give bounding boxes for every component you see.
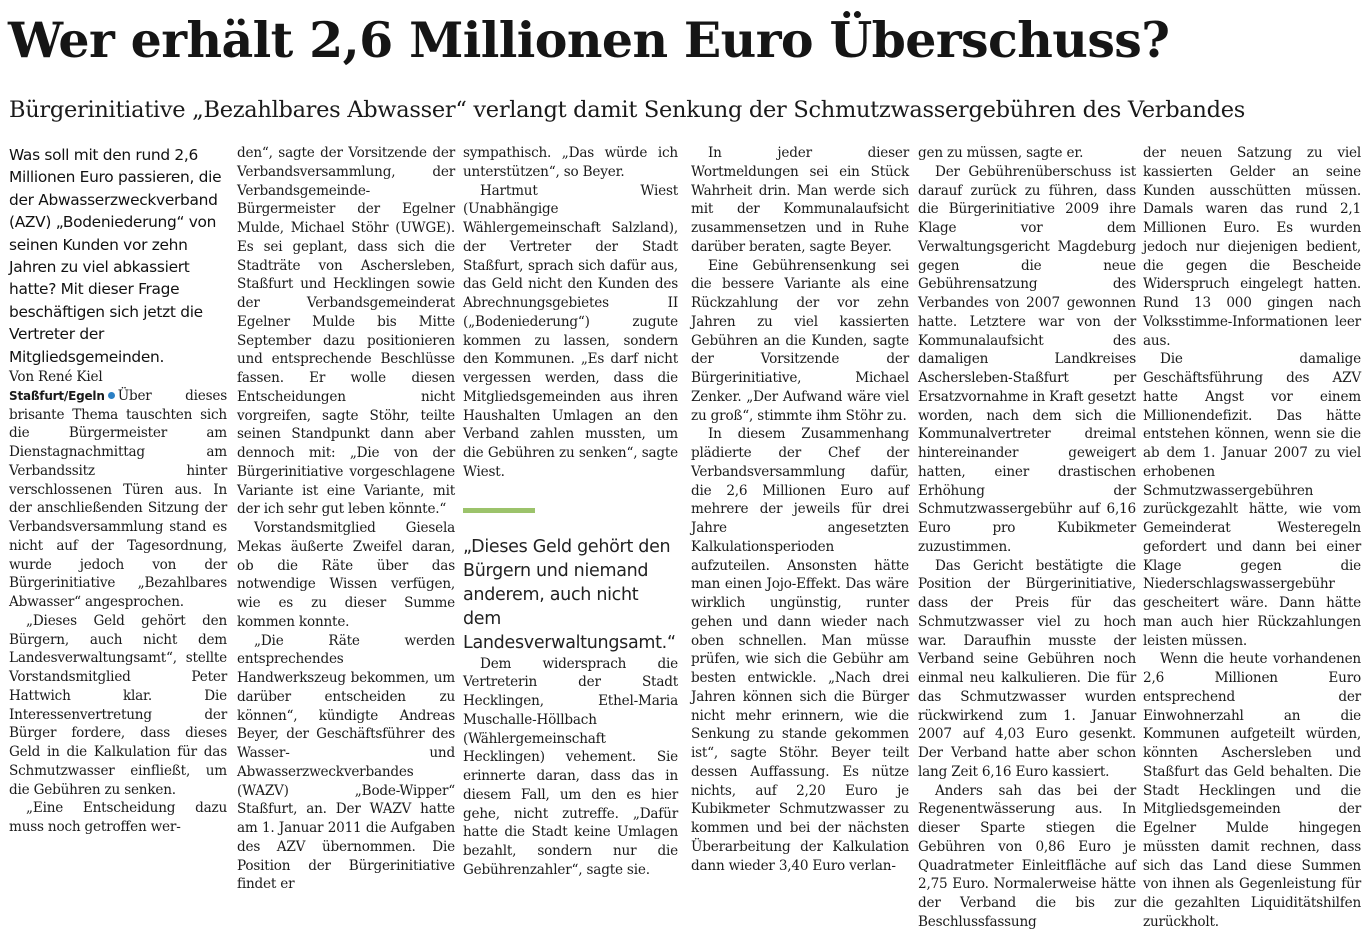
article-paragraph: Das Gericht bestätigte die Position der Bürgerinitiative, dass der Preis für das Schmutzwasser viel zu hoch war. Daraufhin musste der Verband seine Gebühren noch einmal neu kalkulieren. Die für das Schmutzwasser wurden rückwirkend zum 1. Januar 2007 auf 4,03 Euro gesenkt. Der Verband hatte aber schon lang Zeit 6,16 Euro kassiert. [918,557,1136,780]
quote-divider [463,508,535,513]
article-paragraph: der neuen Satzung zu viel kassierten Gelder an seine Kunden ausschütten müssen. Damals waren das rund 2,1 Millionen Euro. Es wurden jedoch nur diejenigen bedient, die gegen die Bescheide Widerspruch eingelegt hatten. Rund 13 000 gingen nach Volksstimme-Informationen leer aus. [1143,145,1361,349]
lead-paragraph: Was soll mit den rund 2,6 Millionen Euro passieren, die der Abwasserzweckverband (AZV) „Bodeniederung“ von seinen Kunden vor zehn Jahren zu viel abkassiert hatte? Mit dieser Frage beschäftigen sich jetzt die Vertreter der Mitgliedsgemeinden. [9,146,222,366]
bullet-dot-icon [108,392,115,399]
subheadline: Bürgerinitiative „Bezahlbares Abwasser“ verlangt damit Senkung der Schmutzwassergebühren des Verbandes [9,97,1245,123]
article-paragraph: „Dieses Geld gehört den Bürgern, auch nicht dem Landesverwaltungsamt“, stellte Vorstandsmitglied Peter Hattwich klar. Die Interessenvertretung der Bürger fordere, dass dieses Geld in die Kalkulation für das Schmutzwasser einfließt, um die Gebühren zu senken. [9,612,227,798]
dateline: Staßfurt/Egeln [9,388,105,403]
article-paragraph: Der Gebührenüberschuss ist darauf zurück zu führen, dass die Bürgerinitiative 2009 ihre Klage vor dem Verwaltungsgericht Magdeburg gegen die neue Gebührensatzung des Verbandes von 2007 gewonnen hatte. Letztere war von der Kommunalaufsicht des damaligen Landkreises Aschersleben-Staßfurt per Ersatzvornahme in Kraft gesetzt worden, nach dem sich die Kommunalvertreter dreimal hintereinander geweigert hatten, einer drastischen Erhöhung der Schmutzwassergebühr auf 6,16 Euro pro Kubikmeter zuzustimmen. [918,163,1137,555]
article-paragraph: „Eine Entscheidung dazu muss noch getroffen wer- [9,800,227,836]
article-paragraph: Vorstandsmitglied Giesela Mekas äußerte Zweifel daran, ob die Räte über das notwendige Wissen verfügen, wie es zu dieser Summe kommen konnte. [237,520,455,630]
article-paragraph: Wenn die heute vorhandenen 2,6 Millionen Euro entsprechend der Einwohnerzahl an die Kommunen aufgeteilt würden, könnten Aschersleben und Staßfurt das Geld behalten. Die Stadt Hecklingen und die Mitgliedsgemeinden der Egelner Mulde hingegen müssten damit rechnen, dass sich das Land diese Summen von ihnen als Gegenleistung für die gezahlten Liquiditätshilfen zurückholt. [1143,651,1361,930]
article-paragraph: sympathisch. „Das würde ich unterstützen“, so Beyer. [463,145,678,180]
article-paragraph: In diesem Zusammenhang plädierte der Chef der Verbandsversammlung dafür, die 2,6 Millionen Euro auf mehrere der jeweils für drei Jahre angesetzten Kalkulationsperioden aufzuteilen. Ansonsten hätte man einen Jojo-Effekt. Das wäre wirklich ungünstig, runter gehen und dann wieder nach oben schnellen. Man müsse prüfen, wie sich die Gebühr am besten entwickle. „Nach drei Jahren können sich die Bürger nicht mehr erinnern, wie die Senkung zu stande gekommen ist“, sagte Stöhr. Beyer teilt dessen Auffassung. Es nütze nichts, auf 2,20 Euro je Kubikmeter Schmutzwasser zu kommen und bei der nächsten Überarbeitung der Kalkulation dann wieder 3,40 Euro verlan- [691,426,909,874]
article-column-4 [691,144,909,874]
article-paragraph: Dem widersprach die Vertreterin der Stadt Hecklingen, Ethel-Maria Muschalle-Höllbach (Wählergemeinschaft Hecklingen) vehement. Sie erinnerte daran, dass das in diesem Fall, um den es hier gehe, nicht zutreffe. „Dafür hatte die Stadt keine Umlagen bezahlt, sondern nur die Gebührenzahler“, sagte sie. [463,655,678,878]
article-column-5 [918,144,1137,930]
paragraph-text: Über dieses brisante Thema tauschten sich die Bürgermeister am Dienstagnachmittag am Verbandssitz hinter verschlossenen Türen aus. In der anschließenden Sitzung der Verbandsversammlung stand es nicht auf der Tagesordnung, wurde jedoch von der Bürgerinitiative „Bezahlbares Abwasser“ angesprochen. [9,387,227,611]
article-paragraph [9,387,227,612]
article-column-6 [1143,144,1361,930]
article-paragraph: Eine Gebührensenkung sei die bessere Variante als eine Rückzahlung der vor zehn Jahren zu viel kassierten Gebühren an die Kunden, sagte der Vorsitzende der Bürgerinitiative, Michael Zenker. „Der Aufwand wäre viel zu groß“, stimmte ihm Stöhr zu. [691,257,909,424]
pull-quote: „Dieses Geld gehört den Bürgern und niemand anderem, auch nicht dem Landesverwaltungsamt.“ [463,536,676,653]
article-paragraph: „Die Räte werden entsprechendes Handwerkszeug bekommen, um darüber entscheiden zu können“, kündigte Andreas Beyer, der Geschäftsführer des Wasser- und Abwasserzweckverbandes (WAZV) „Bode-Wipper“ Staßfurt, an. Der WAZV hatte am 1. Januar 2011 die Aufgaben des AZV übernommen. Die Position der Bürgerinitiative findet er [237,632,455,893]
article-paragraph: In jeder dieser Wortmeldungen sei ein Stück Wahrheit drin. Man werde sich mit der Kommunalaufsicht zusammensetzen und in Ruhe darüber beraten, sagte Beyer. [691,145,909,255]
article-paragraph: Die damalige Geschäftsführung des AZV hatte Angst vor einem Millionendefizit. Das hätte entstehen können, wenn sie die ab dem 1. Januar 2007 zu viel erhobenen Schmutzwassergebühren zurückgezahlt hätte, wie vom Gemeinderat Westeregeln gefordert und dann bei einer Klage gegen die Niederschlagswassergebühr gescheitert wäre. Dann hätte man auch hier Rückzahlungen leisten müssen. [1143,351,1361,649]
article-paragraph: Hartmut Wiest (Unabhängige Wählergemeinschaft Salzland), der Vertreter der Stadt Staßfurt, sprach sich dafür aus, das Geld nicht den Kunden des Abrechnungsgebietes II („Bodeniederung“) zugute kommen zu lassen, sondern den Kommunen. „Es darf nicht vergessen werden, dass die Mitgliedsgemeinden aus ihren Haushalten Umlagen an den Verband zahlen mussten, um die Gebühren zu senken“, sagte Wiest. [463,182,678,480]
article-column-2 [237,144,455,893]
headline: Wer erhält 2,6 Millionen Euro Überschuss? [8,11,1170,69]
article-paragraph: gen zu müssen, sagte er. [918,145,1084,161]
article-column-1 [9,144,227,844]
article-paragraph: Anders sah das bei der Regenentwässerung aus. In dieser Sparte stiegen die Gebühren von 0,86 Euro je Quadratmeter Einleitfläche auf 2,75 Euro. Normalerweise hätte der Verband die bis zur Beschlussfassung [918,782,1136,930]
byline: Von René Kiel [9,369,103,386]
article-paragraph: den“, sagte der Vorsitzende der Verbandsversammlung, der Verbandsgemeinde-Bürgermeister der Egelner Mulde, Michael Stöhr (UWGE). Es sei geplant, dass sich die Stadträte von Aschersleben, Staßfurt und Hecklingen sowie der Verbandsgemeinderat Egelner Mulde bis Mitte September dazu positionieren und entsprechende Beschlüsse fassen. Er wolle diesen Entscheidungen nicht vorgreifen, sagte Stöhr, teilte seinen Standpunkt dann aber dennoch mit: „Die von der Bürgerinitiative vorgeschlagene Variante ist eine Variante, mit der ich sehr gut leben könnte.“ [237,145,455,518]
article-column-3 [463,144,678,878]
